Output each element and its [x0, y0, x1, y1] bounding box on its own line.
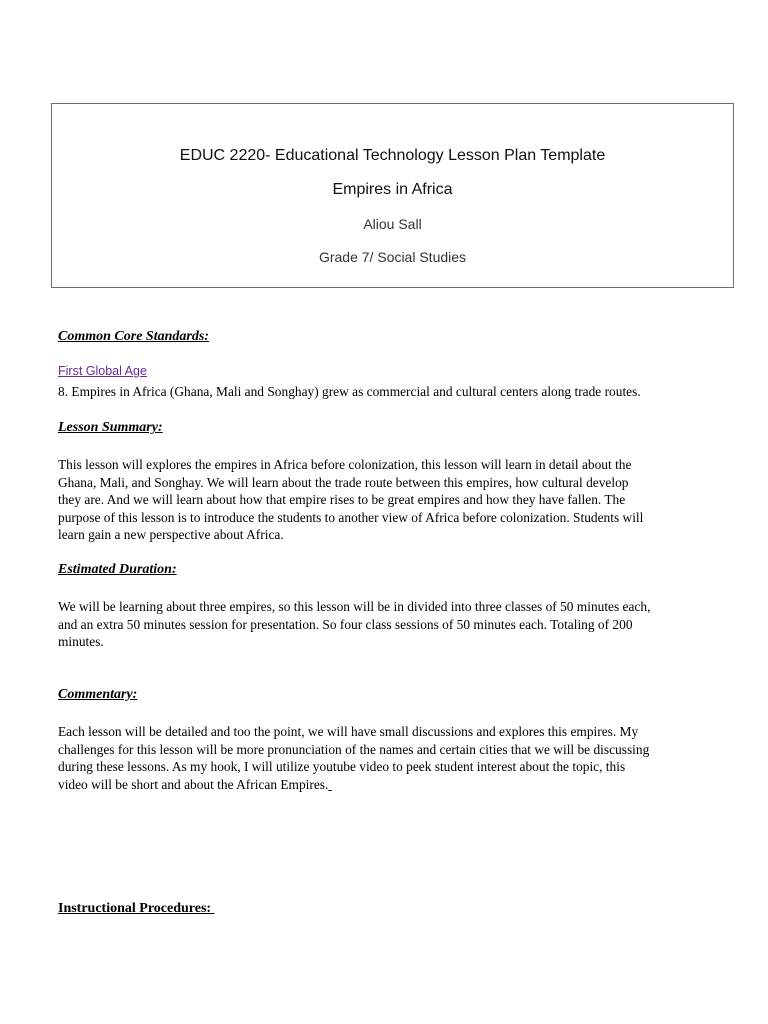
summary-line: Ghana, Mali, and Songhay. We will learn about the trade route between this empires, how cultural develop: [58, 474, 629, 490]
standards-text: 8. Empires in Africa (Ghana, Mali and Songhay) grew as commercial and cultural centers along trade routes.: [58, 384, 641, 399]
trailing-underline: [328, 777, 331, 792]
grade-subject: Grade 7/ Social Studies: [318, 249, 467, 265]
standards-heading: Common Core Standards:: [58, 329, 209, 344]
duration-line: and an extra 50 minutes session for presentation. So four class sessions of 50 minutes each. Totaling of 200: [58, 616, 633, 632]
duration-heading: Estimated Duration:: [58, 562, 177, 577]
duration-line: minutes.: [58, 634, 104, 649]
summary-line: purpose of this lesson is to introduce the students to another view of Africa before colonization. Students will: [58, 509, 644, 525]
procedures-heading: [58, 901, 215, 917]
commentary-line: during these lessons. As my hook, I will utilize youtube video to peek student interest about the topic, this: [58, 759, 626, 774]
procedures-heading-text: Instructional Procedures:: [58, 901, 212, 916]
summary-paragraph: [58, 456, 728, 544]
duration-paragraph: [58, 598, 728, 651]
duration-line: We will be learning about three empires, so this lesson will be in divided into three classes of 50 minutes each,: [58, 599, 651, 614]
document-title: EDUC 2220- Educational Technology Lesson Plan Template: [179, 147, 606, 164]
header-box: [51, 103, 734, 288]
summary-heading: Lesson Summary:: [58, 420, 163, 435]
first-global-age-link[interactable]: First Global Age: [58, 364, 147, 378]
commentary-last-line: [58, 776, 728, 794]
summary-line: This lesson will explores the empires in Africa before colonization, this lesson will learn in detail about the: [58, 457, 632, 472]
commentary-line: video will be short and about the African Empires.: [58, 776, 329, 792]
commentary-line: challenges for this lesson will be more pronunciation of the names and certain cities that we will be discussing: [58, 741, 650, 757]
author-name: Aliou Sall: [363, 216, 422, 232]
commentary-heading: Commentary:: [58, 687, 138, 702]
lesson-title: Empires in Africa: [332, 181, 453, 198]
commentary-paragraph: [58, 723, 728, 793]
commentary-line: Each lesson will be detailed and too the point, we will have small discussions and explores this empires. My: [58, 724, 639, 739]
summary-line: they are. And we will learn about how that empire rises to be great empires and how they have fallen. The: [58, 492, 626, 507]
summary-line: learn gain a new perspective about Africa.: [58, 527, 284, 542]
